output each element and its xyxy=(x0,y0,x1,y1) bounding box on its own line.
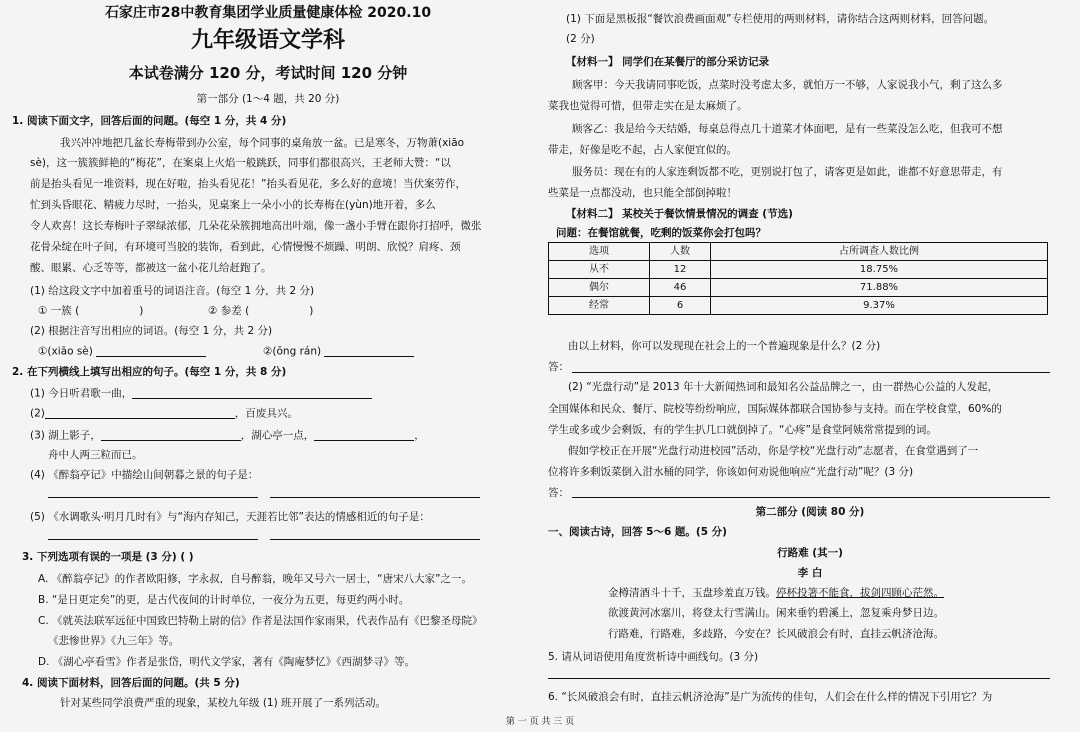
passage-line: 前是抬头看见一堆资料，现在好啦，抬头看见花！”抬头看见花，多么好的意境！当伏案劳作， xyxy=(30,178,466,190)
line-label: (3) 湖上影子， xyxy=(30,429,101,442)
question-text: 全国媒体和民众、餐厅、院校等纷纷响应，国际媒体都联合国协参与支持。而在学校食堂，60%的 xyxy=(548,403,1002,415)
poem-line-part: 金樽清酒斗十千，玉盘珍羞直万钱。 xyxy=(608,587,776,599)
material-line: 些菜是一点都没动，也只能全部倒掉啦！ xyxy=(548,187,737,199)
material-line: 带走，好像是吃不起，占人家便宜似的。 xyxy=(548,144,737,156)
question-1: 1. 阅读下面文字，回答后面的问题。(每空 1 分，共 4 分) xyxy=(12,115,287,127)
line-label: (1) 今日听君歌一曲， xyxy=(30,387,133,400)
material-two-heading: 【材料二】 某校关于餐饮情景情况的调查 (节选) xyxy=(566,208,793,220)
question-1-1: (1) 给这段文字中加着重号的词语注音。(每空 1 分，共 2 分) xyxy=(30,285,315,297)
answer-item xyxy=(263,346,414,357)
table-cell: 偶尔 xyxy=(549,279,650,297)
fill-line: (4) 《醉翁亭记》中描绘山间朝暮之景的句子是： xyxy=(30,469,259,481)
poem-line xyxy=(608,588,944,599)
item-label: ②(ōng rán) xyxy=(263,345,322,358)
answer-line[interactable] xyxy=(572,497,1050,498)
fill-line xyxy=(30,408,298,419)
material-line: 顾客甲：今天我请同事吃饭，点菜时没考虑太多，就怕万一不够，人家说我小气，剩了这么多 xyxy=(572,79,1003,91)
question-3: 3. 下列选项有误的一项是 (3 分) ( ) xyxy=(22,551,194,563)
answer-line[interactable] xyxy=(270,497,480,498)
points: (2 分) xyxy=(566,33,595,45)
question-text: 假如学校正在开展“光盘行动进校园”活动，你是学校“光盘行动”志愿者，在食堂遇到了一 xyxy=(568,445,979,457)
passage-line: 酸、眼累、心乏等等，都被这一盆小花儿给赶跑了。 xyxy=(30,262,272,274)
passage-line: 忙到头昏眼花、精疲力尽时，一抬头，见桌案上一朵小小的长寿梅在(yùn)地开着，多么 xyxy=(30,199,436,211)
question-text: 学生或多或少会剩饭，有的学生扒几口就倒掉了。“心疼”是食堂阿姨常常提到的词。 xyxy=(548,424,937,436)
line-label: ， xyxy=(414,429,425,442)
fill-line: (5) 《水调歌头·明月几时有》与“海内存知己，天涯若比邻”表达的情感相近的句子是： xyxy=(30,511,430,523)
line-label: (2) xyxy=(30,407,45,420)
answer-label: 答： xyxy=(548,361,569,373)
fill-line xyxy=(30,388,372,399)
material-one-heading: 【材料一】 同学们在某餐厅的部分采访记录 xyxy=(566,56,770,68)
table-cell: 经常 xyxy=(549,297,650,315)
survey-table xyxy=(548,242,1048,315)
table-row xyxy=(549,297,1048,315)
table-header: 占所调查人数比例 xyxy=(711,243,1048,261)
passage-line: 令人欢喜！这长寿梅叶子翠绿浓郁，几朵花朵簇拥地高出叶端，像一盏小手臂在跟你打招呼，微张 xyxy=(30,220,482,232)
answer-item: ① 一簇 ( ) xyxy=(38,305,144,317)
question-1-2: (2) 根据注音写出相应的词语。(每空 1 分，共 2 分) xyxy=(30,325,273,337)
question-6: 6. “长风破浪会有时，直挂云帆济沧海”是广为流传的佳句，人们会在什么样的情况下引用它？为 xyxy=(548,691,993,703)
answer-line[interactable] xyxy=(270,539,480,540)
fill-line xyxy=(30,430,425,441)
answer-line[interactable] xyxy=(48,497,258,498)
answer-label: 答： xyxy=(548,487,569,499)
option-a: A. 《醉翁亭记》的作者欧阳修，字永叔，自号醉翁，晚年又号六一居士，“唐宋八大家”之一。 xyxy=(38,573,473,585)
exam-info: 本试卷满分 120 分，考试时间 120 分钟 xyxy=(128,64,408,82)
subject-title: 九年级语文学科 xyxy=(190,28,345,53)
table-row xyxy=(549,279,1048,297)
option-c: C. 《就英法联军远征中国致巴特勒上尉的信》作者是法国作家雨果，代表作品有《巴黎圣母院》 xyxy=(38,615,483,627)
answer-line[interactable] xyxy=(572,372,1050,373)
poem-title: 行路难 (其一) xyxy=(777,547,843,559)
table-cell: 9.37% xyxy=(711,297,1048,315)
poem-line: 行路难，行路难，多歧路，今安在？长风破浪会有时，直挂云帆济沧海。 xyxy=(608,628,944,640)
answer-line[interactable] xyxy=(548,678,1050,679)
item-label: ② 参差 ( xyxy=(208,305,250,317)
table-cell: 12 xyxy=(650,261,711,279)
line-label: ，湖心亭一点， xyxy=(240,429,315,442)
answer-item: ② 参差 ( ) xyxy=(208,305,314,317)
material-line: 菜我也觉得可惜，但带走实在是太麻烦了。 xyxy=(548,100,748,112)
part-two-heading: 第二部分 (阅读 80 分) xyxy=(755,506,865,518)
answer-blank[interactable] xyxy=(324,346,414,357)
table-header: 选项 xyxy=(549,243,650,261)
passage-line: sè)，这一簇簇鲜艳的“梅花”，在案桌上火焰一般跳跃，同事们都很高兴，王老师大赞：“以 xyxy=(30,157,451,169)
poem-line: 欲渡黄河冰塞川，将登太行雪满山。闲来垂钓碧溪上，忽复乘舟梦日边。 xyxy=(608,607,944,619)
part-one-heading: 第一部分 (1～4 题，共 20 分) xyxy=(196,93,340,105)
table-header-row xyxy=(549,243,1048,261)
answer-blank[interactable] xyxy=(314,430,414,441)
material-line: 顾客乙：我是给今天结婚，每桌总得点几十道菜才体面吧，是有一些菜没怎么吃，但我可不想 xyxy=(572,123,1003,135)
fill-line: 舟中人两三粒而已。 xyxy=(48,449,143,461)
question-4: 4. 阅读下面材料，回答后面的问题。(共 5 分) xyxy=(22,677,240,689)
section-1-heading: 一、阅读古诗，回答 5～6 题。(5 分) xyxy=(548,526,727,538)
item-label: ① 一簇 ( xyxy=(38,305,80,317)
answer-blank[interactable] xyxy=(45,408,235,419)
poem-underlined-line: 停杯投箸不能食，拔剑四顾心茫然。 xyxy=(776,587,944,599)
poem-author: 李 白 xyxy=(797,567,823,579)
passage-line: 我兴冲冲地把几盆长寿梅带到办公室，每个同事的桌角放一盆。已是寒冬，万物萧(xiāo xyxy=(60,137,465,149)
table-cell: 46 xyxy=(650,279,711,297)
question-2: 2. 在下列横线上填写出相应的句子。(每空 1 分，共 8 分) xyxy=(12,366,287,378)
passage-line: 花骨朵绽在叶子间，有环境可当胶的装饰，看到此，心情慢慢不烦躁、明朗、欣悦？肩疼、颈 xyxy=(30,241,461,253)
item-label: ①(xiāo sè) xyxy=(38,345,93,358)
material-line: 服务员：现在有的人家连剩饭都不吃，更别说打包了，请客更是如此，谁都不好意思带走，有 xyxy=(572,166,1003,178)
table-header: 人数 xyxy=(650,243,711,261)
answer-item xyxy=(38,346,206,357)
question-4-1: (1) 下面是黑板报“餐饮浪费画面观”专栏使用的两则材料，请你结合这两则材料，回答问题。 xyxy=(566,13,995,25)
option-d: D. 《湖心亭看雪》作者是张岱，明代文学家，著有《陶庵梦忆》《西湖梦寻》等。 xyxy=(38,656,416,668)
table-cell: 18.75% xyxy=(711,261,1048,279)
question-4-2: (2) “光盘行动”是 2013 年十大新闻热词和最知名公益品牌之一，由一群热心公益的人发起， xyxy=(568,381,998,393)
question-prompt: 由以上材料，你可以发现现在社会上的一个普遍现象是什么？(2 分) xyxy=(568,340,881,352)
line-label: ，百废具兴。 xyxy=(234,407,298,420)
option-b: B. “是日更定矣”的更，是古代夜间的计时单位，一夜分为五更，每更约两小时。 xyxy=(38,594,410,606)
question-4-intro: 针对某些同学浪费严重的现象，某校九年级 (1) 班开展了一系列活动。 xyxy=(60,697,387,709)
answer-line[interactable] xyxy=(48,539,258,540)
answer-blank[interactable] xyxy=(101,430,241,441)
answer-blank[interactable] xyxy=(132,388,372,399)
exam-header-line: 石家庄市28中教育集团学业质量健康体检 2020.10 xyxy=(104,5,432,21)
survey-question: 问题：在餐馆就餐，吃剩的饭菜你会打包吗？ xyxy=(556,227,766,239)
option-c-cont: 《悲惨世界》《九三年》等。 xyxy=(48,635,180,647)
page-footer: 第 一 页 共 三 页 xyxy=(505,717,575,727)
question-text: 位将许多剩饭菜倒入泔水桶的同学，你该如何劝说他响应“光盘行动”呢？(3 分) xyxy=(548,466,914,478)
table-cell: 71.88% xyxy=(711,279,1048,297)
table-row xyxy=(549,261,1048,279)
answer-blank[interactable] xyxy=(96,346,206,357)
table-cell: 6 xyxy=(650,297,711,315)
table-cell: 从不 xyxy=(549,261,650,279)
question-5: 5. 请从词语使用角度赏析诗中画线句。(3 分) xyxy=(548,651,759,663)
